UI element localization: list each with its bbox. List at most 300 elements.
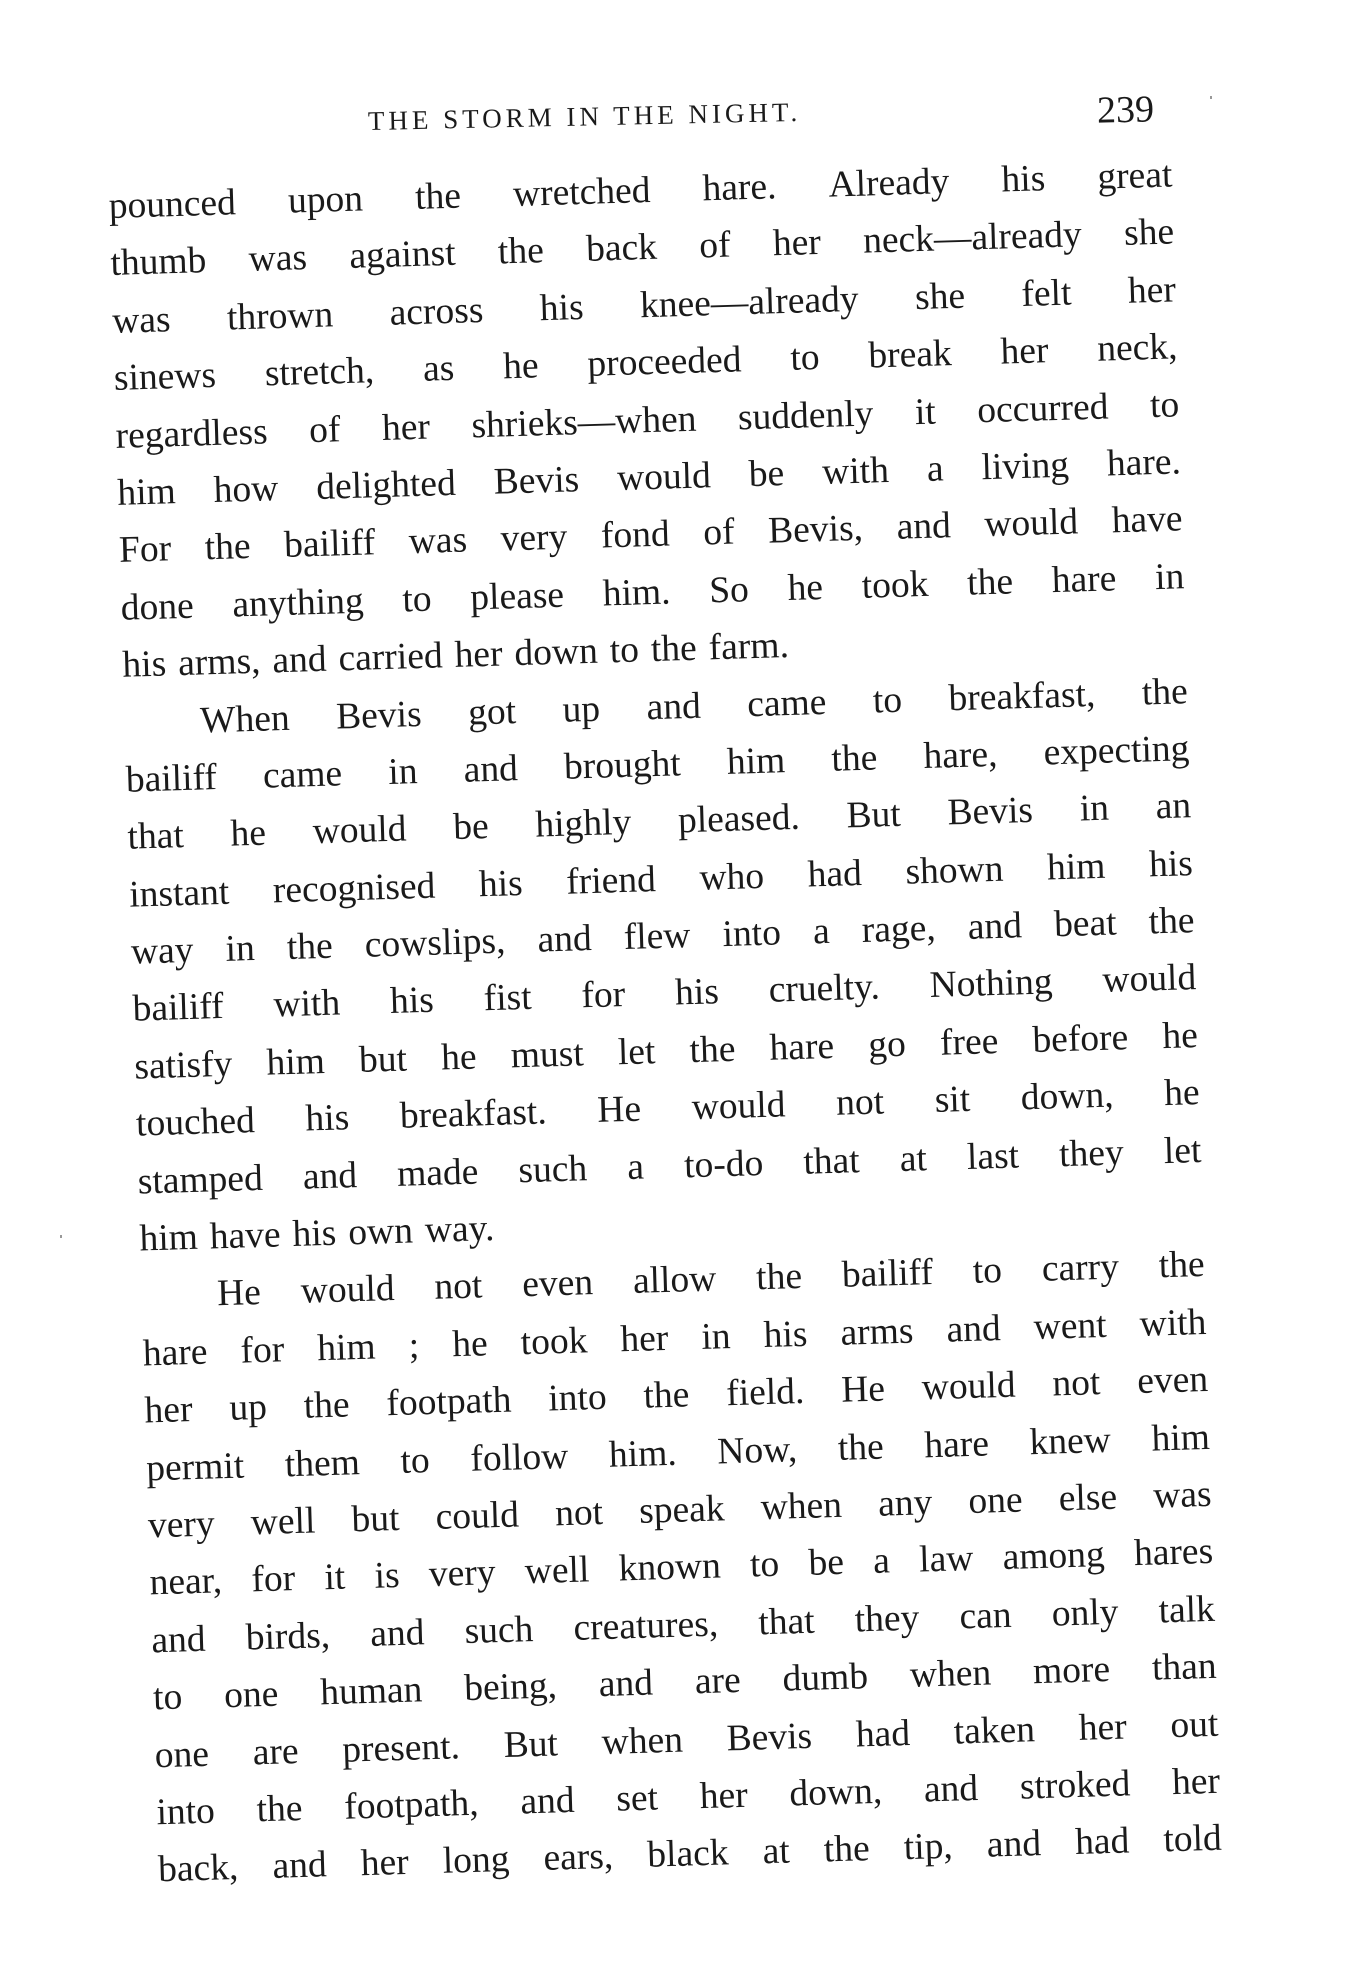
word: to-do <box>683 1142 764 1186</box>
word: be <box>807 1542 845 1585</box>
word: the <box>286 925 334 969</box>
word: he <box>502 345 540 388</box>
word: thumb <box>109 240 207 285</box>
word: instant <box>128 871 230 916</box>
word: free <box>939 1020 999 1064</box>
word: her <box>1171 1760 1221 1804</box>
word: his <box>1148 842 1194 886</box>
word: not <box>433 1265 483 1309</box>
word: Nothing <box>929 961 1054 1007</box>
word: would <box>983 501 1079 546</box>
word: fond <box>600 513 671 557</box>
word: are <box>252 1730 300 1773</box>
word: was <box>111 298 172 342</box>
word: and <box>945 1307 1002 1351</box>
word: they <box>854 1597 920 1641</box>
word: took <box>861 563 930 607</box>
word: birds, <box>245 1614 331 1659</box>
word: recognised <box>272 865 436 912</box>
running-head: THE STORM IN THE NIGHT. <box>367 96 802 136</box>
word: would <box>616 455 712 499</box>
word: are <box>694 1660 742 1703</box>
word: can <box>958 1594 1013 1638</box>
word: and <box>519 1779 576 1823</box>
word: But <box>503 1722 559 1766</box>
word: black <box>646 1832 730 1877</box>
word: of <box>308 408 342 451</box>
word: stamped <box>137 1157 264 1203</box>
word: she <box>1123 211 1175 255</box>
word: not <box>835 1081 885 1125</box>
word: very <box>147 1503 216 1547</box>
word: expecting <box>1042 728 1190 774</box>
word: friend <box>565 858 657 903</box>
word: farm. <box>708 625 790 669</box>
word: his <box>763 1313 809 1356</box>
word: it <box>914 391 937 433</box>
word: him <box>726 740 786 783</box>
word: But <box>845 794 902 837</box>
margin-speck <box>1210 96 1212 99</box>
word: flew <box>623 915 692 959</box>
word: her <box>699 1774 749 1818</box>
word: how <box>213 468 279 511</box>
word: down, <box>788 1770 883 1815</box>
word: came <box>746 681 827 725</box>
word: the <box>256 1787 304 1831</box>
word: When <box>199 697 291 742</box>
word: in <box>387 750 419 793</box>
word: in <box>224 928 256 970</box>
word: satisfy <box>133 1043 233 1088</box>
word: made <box>396 1151 479 1195</box>
word: very <box>500 516 568 560</box>
word: the <box>688 1028 736 1071</box>
word: law <box>918 1538 974 1581</box>
word: could <box>435 1494 520 1538</box>
word: her <box>772 222 822 265</box>
word: footpath, <box>343 1782 480 1828</box>
word: well <box>524 1549 590 1593</box>
word: breakfast. <box>399 1091 548 1137</box>
word: hare <box>923 1423 990 1466</box>
word: the <box>650 627 698 671</box>
word: his <box>304 1097 350 1140</box>
word: go <box>867 1023 907 1066</box>
word: and <box>271 1844 328 1888</box>
word: of <box>702 511 736 554</box>
word: her <box>619 1317 669 1361</box>
word: when <box>601 1719 684 1763</box>
word: got <box>467 690 517 734</box>
word: last <box>966 1135 1020 1178</box>
margin-speck <box>60 1235 62 1238</box>
word: neck—already <box>862 214 1083 263</box>
word: to <box>152 1676 183 1719</box>
word: hare <box>1051 558 1117 601</box>
word: even <box>1136 1359 1209 1403</box>
word: his <box>121 643 167 686</box>
word: him <box>316 1326 377 1370</box>
word: to <box>1149 383 1180 426</box>
word: when <box>760 1484 843 1529</box>
word: brought <box>563 743 682 788</box>
word: upon <box>287 178 364 222</box>
word: field. <box>725 1371 805 1415</box>
word: thrown <box>226 294 334 339</box>
word: taken <box>953 1708 1036 1753</box>
word: anything <box>231 580 365 626</box>
word: hares <box>1133 1531 1214 1575</box>
word: and <box>302 1154 358 1198</box>
word: would <box>300 1268 396 1313</box>
word: his <box>291 1212 337 1256</box>
word: her <box>453 633 504 677</box>
word: and <box>598 1662 654 1706</box>
word: very <box>428 1552 497 1596</box>
word: into <box>155 1790 216 1834</box>
word: against <box>348 233 457 278</box>
word: must <box>510 1033 585 1077</box>
word: hare <box>142 1331 209 1375</box>
word: into <box>721 912 782 956</box>
word: her <box>1127 269 1177 312</box>
word: speak <box>638 1488 726 1532</box>
word: ears, <box>542 1836 614 1880</box>
word: bailiff <box>283 522 376 567</box>
word: the <box>1148 900 1196 943</box>
word: down <box>513 630 599 675</box>
word: let <box>1163 1129 1202 1172</box>
word: highly <box>534 802 632 846</box>
word: as <box>422 347 455 390</box>
word: permit <box>145 1445 245 1490</box>
word: and <box>150 1618 207 1662</box>
word: when <box>909 1652 992 1697</box>
word: breakfast, <box>947 673 1096 719</box>
word: creatures, <box>572 1603 719 1649</box>
word: proceeded <box>586 339 743 386</box>
word: stretch, <box>264 350 375 395</box>
word: that <box>126 815 185 858</box>
word: one <box>223 1673 279 1717</box>
word: living <box>980 444 1070 489</box>
word: He <box>840 1368 886 1411</box>
word: wretched <box>512 169 652 215</box>
word: stroked <box>1019 1763 1131 1808</box>
word: would <box>312 808 408 853</box>
word: delighted <box>315 462 457 508</box>
word: across <box>389 289 484 334</box>
word: he <box>1161 1014 1199 1057</box>
word: the <box>966 561 1014 604</box>
word: a <box>626 1146 645 1188</box>
word: into <box>547 1376 608 1420</box>
word: had <box>1074 1820 1130 1864</box>
word: human <box>319 1669 423 1714</box>
word: neck, <box>1096 326 1179 370</box>
word: him <box>138 1216 199 1260</box>
word: among <box>1002 1534 1106 1579</box>
word: told <box>1162 1818 1223 1861</box>
word: had <box>855 1712 911 1756</box>
word: in <box>1154 555 1185 598</box>
word: had <box>807 852 863 896</box>
word: him <box>1046 845 1106 889</box>
word: would <box>921 1364 1017 1409</box>
word: well <box>250 1500 316 1544</box>
word: her <box>143 1389 194 1432</box>
word: hare. <box>1106 441 1182 485</box>
word: the <box>830 737 878 780</box>
word: felt <box>1020 272 1073 315</box>
word: at <box>899 1137 928 1180</box>
word: shrieks—when <box>470 398 697 446</box>
word: ; <box>408 1325 420 1367</box>
word: sit <box>934 1079 971 1122</box>
word: to <box>609 629 640 672</box>
word: sinews <box>113 355 217 400</box>
word: and <box>463 748 519 791</box>
word: is <box>373 1555 401 1598</box>
word: and <box>896 505 952 549</box>
word: talk <box>1157 1588 1216 1632</box>
word: such <box>464 1608 534 1652</box>
word: way. <box>424 1208 495 1252</box>
word: near, <box>149 1560 223 1604</box>
word: cowslips, <box>364 920 507 966</box>
word: took <box>520 1320 588 1364</box>
word: for <box>580 974 626 1017</box>
word: back <box>585 227 658 271</box>
word: and <box>986 1823 1042 1866</box>
word: please <box>469 574 565 619</box>
word: rage, <box>861 907 937 952</box>
word: to <box>972 1250 1003 1293</box>
word: Bevis <box>726 1715 813 1759</box>
word: down, <box>1020 1074 1115 1119</box>
word: any <box>877 1482 933 1525</box>
word: knee—already <box>639 278 860 327</box>
word: known <box>618 1545 722 1590</box>
word: and <box>645 685 702 728</box>
word: that <box>757 1600 816 1644</box>
word: his <box>539 286 585 330</box>
word: allow <box>632 1258 717 1303</box>
word: to <box>872 679 903 722</box>
word: He <box>596 1088 642 1132</box>
word: even <box>521 1262 594 1306</box>
word: carry <box>1041 1246 1120 1291</box>
word: and <box>369 1612 426 1655</box>
word: her <box>360 1842 410 1885</box>
word: at <box>762 1830 791 1873</box>
word: to <box>789 337 821 379</box>
word: went <box>1033 1304 1108 1348</box>
word: it <box>323 1556 346 1599</box>
word: tip, <box>903 1826 954 1869</box>
word: of <box>698 224 732 267</box>
word: they <box>1058 1131 1125 1175</box>
word: dumb <box>781 1656 869 1700</box>
word: would <box>1101 957 1197 1002</box>
word: the <box>1158 1244 1206 1287</box>
word: his <box>674 971 720 1014</box>
word: present. <box>341 1725 461 1771</box>
word: hare. <box>701 166 778 210</box>
word: one <box>967 1479 1024 1523</box>
word: in <box>1079 787 1110 830</box>
word: with <box>272 982 341 1026</box>
word: have <box>209 1214 282 1258</box>
word: them <box>284 1441 361 1485</box>
word: was <box>248 237 308 281</box>
word: he <box>229 812 267 855</box>
word: he <box>440 1036 478 1079</box>
word: knew <box>1028 1419 1112 1463</box>
word: being, <box>463 1665 558 1710</box>
word: else <box>1058 1476 1118 1520</box>
word: set <box>615 1777 659 1820</box>
word: and <box>536 918 593 961</box>
word: him <box>116 471 177 514</box>
word: long <box>442 1839 510 1883</box>
word: she <box>914 275 966 318</box>
word: to <box>749 1544 780 1586</box>
word: bailiff <box>125 756 218 801</box>
word: to <box>399 1439 431 1482</box>
word: and <box>923 1767 979 1811</box>
word: the <box>755 1256 803 1299</box>
word: with <box>821 449 890 493</box>
word: the <box>204 526 252 569</box>
word: for <box>239 1329 285 1372</box>
word: him <box>1150 1416 1211 1460</box>
word: the <box>1141 670 1189 714</box>
word: before <box>1031 1016 1129 1061</box>
word: let <box>617 1031 656 1074</box>
word: such <box>517 1147 588 1191</box>
word: the <box>497 230 545 273</box>
word: great <box>1096 154 1173 198</box>
word: the <box>642 1374 690 1417</box>
word: touched <box>135 1100 256 1145</box>
word: fist <box>483 977 533 1020</box>
word: the <box>837 1426 885 1469</box>
body-text <box>108 146 1239 1899</box>
word: up <box>561 688 601 731</box>
word: her <box>381 406 431 449</box>
word: him <box>265 1040 326 1084</box>
word: with <box>1139 1301 1207 1345</box>
word: to <box>401 578 433 621</box>
word: was <box>1152 1473 1213 1517</box>
word: beat <box>1053 902 1118 946</box>
word: own <box>347 1210 414 1254</box>
word: a <box>872 1540 891 1583</box>
word: Bevis <box>493 459 580 503</box>
word: not <box>554 1491 604 1535</box>
word: came <box>262 753 343 797</box>
word: hare, <box>922 733 998 777</box>
word: him. <box>608 1432 678 1476</box>
word: he <box>1163 1072 1201 1115</box>
word: footpath <box>385 1379 513 1425</box>
word: his <box>478 862 524 905</box>
word: carried <box>337 635 444 680</box>
word: So <box>708 568 750 612</box>
word: arms, <box>177 640 262 685</box>
word: pounced <box>108 182 237 227</box>
word: back, <box>157 1847 239 1891</box>
word: the <box>414 175 462 218</box>
word: bailiff <box>841 1252 934 1297</box>
word: For <box>118 528 172 572</box>
word: Bevis <box>335 693 423 737</box>
word: arms <box>839 1310 914 1354</box>
word: than <box>1151 1645 1218 1689</box>
word: him. <box>602 571 672 615</box>
word: have <box>1111 498 1184 542</box>
word: only <box>1051 1591 1120 1635</box>
word: follow <box>469 1435 569 1480</box>
word: that <box>802 1139 861 1183</box>
word: an <box>1155 785 1192 828</box>
word: He <box>216 1272 262 1315</box>
word: his <box>389 980 435 1023</box>
word: the <box>303 1384 351 1427</box>
word: pleased. <box>677 797 801 842</box>
word: and <box>271 638 328 682</box>
word: be <box>452 806 490 849</box>
word: and <box>967 905 1023 948</box>
word: a <box>926 448 945 490</box>
page-header <box>108 90 1158 150</box>
word: who <box>698 855 765 899</box>
word: not <box>1051 1362 1101 1405</box>
word: but <box>350 1497 401 1541</box>
word: Already <box>827 161 950 206</box>
word: her <box>1078 1706 1128 1749</box>
word: way <box>130 929 195 973</box>
word: was <box>408 519 468 563</box>
word: in <box>700 1315 732 1358</box>
word: regardless <box>115 410 269 457</box>
word: cruelty. <box>768 966 881 1012</box>
word: a <box>812 911 831 953</box>
word: out <box>1169 1703 1219 1746</box>
word: the <box>823 1828 871 1871</box>
word: up <box>228 1387 268 1430</box>
word: he <box>451 1323 489 1366</box>
page-number: 239 <box>1096 88 1155 132</box>
word: would <box>691 1084 787 1129</box>
word: bailiff <box>132 986 225 1031</box>
word: her <box>999 330 1050 373</box>
word: Bevis, <box>767 508 864 552</box>
word: be <box>748 453 785 496</box>
word: done <box>120 585 195 629</box>
word: break <box>867 333 953 377</box>
word: suddenly <box>737 392 874 438</box>
word: one <box>154 1733 210 1776</box>
word: he <box>786 566 824 609</box>
word: more <box>1032 1649 1111 1693</box>
word: his <box>1000 158 1046 201</box>
word: hare <box>768 1025 835 1069</box>
word: occurred <box>976 385 1110 431</box>
word: shown <box>904 848 1004 893</box>
